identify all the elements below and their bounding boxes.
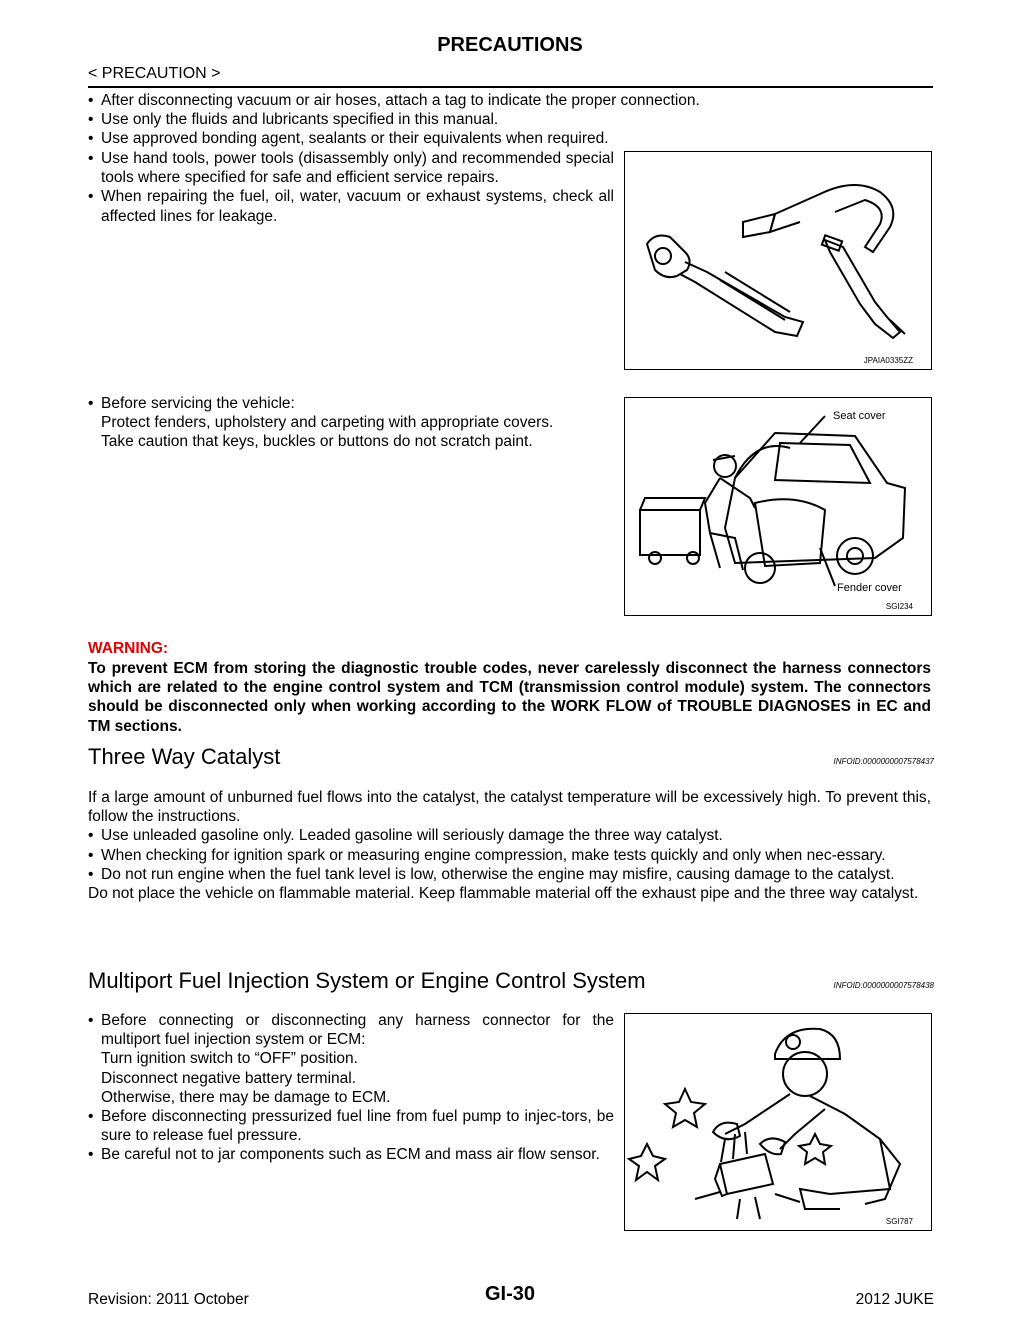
- mfi-bullets: [88, 1011, 614, 1165]
- info-id: INFOID:0000000007578438: [833, 981, 934, 990]
- seat-cover-label: Seat cover: [833, 410, 886, 422]
- list-item: • After disconnecting vacuum or air hoses, attach a tag to indicate the proper connection.: [88, 91, 933, 110]
- section-title-catalyst: Three Way Catalyst: [88, 744, 281, 769]
- header-rule: [88, 86, 933, 88]
- list-item: • Use unleaded gasoline only. Leaded gasoline will seriously damage the three way catalyst.: [88, 826, 931, 845]
- catalyst-closing: Do not place the vehicle on flammable material. Keep flammable material off the exhaust pipe and the three way catalyst.: [88, 885, 919, 903]
- section-title-mfi: Multiport Fuel Injection System or Engine Control System: [88, 968, 646, 993]
- figure-code: SGI234: [885, 602, 913, 611]
- footer-model: 2012 JUKE: [855, 1291, 934, 1308]
- list-item: • Before servicing the vehicle: Protect fenders, upholstery and carpeting with appropriate covers. Take caution that keys, buckles or buttons do not scratch paint.: [88, 394, 614, 452]
- figure-code: SGI787: [885, 1217, 913, 1226]
- warning-heading: WARNING:: [88, 640, 169, 657]
- page-number: GI-30: [484, 1283, 536, 1305]
- list-item: • Use only the fluids and lubricants specified in this manual.: [88, 110, 933, 129]
- vehicle-covers-figure: [624, 397, 932, 616]
- catalyst-intro: If a large amount of unburned fuel flows into the catalyst, the catalyst temperature will be excessively high. To prevent this, follow the instructions.: [88, 789, 931, 826]
- dropped-component-illustration: [625, 1014, 931, 1230]
- figure-code: JPAIA0335ZZ: [863, 356, 913, 365]
- car-service-illustration: [625, 398, 931, 615]
- list-item: • Use approved bonding agent, sealants or their equivalents when required.: [88, 129, 933, 148]
- power-tools-figure: [624, 151, 932, 370]
- servicing-bullet-list: [88, 394, 614, 452]
- dropped-ecm-figure: [624, 1013, 932, 1231]
- fender-cover-label: Fender cover: [837, 582, 902, 594]
- tools-bullet-list: [88, 149, 614, 226]
- list-item: • Before connecting or disconnecting any harness connector for the multiport fuel injection system or ECM: Turn ignition switch to “OFF” position. Disconnect negative battery terminal. Otherwise, there may be damage to ECM.: [88, 1011, 614, 1107]
- page-title: PRECAUTIONS: [437, 34, 583, 56]
- breadcrumb: < PRECAUTION >: [88, 65, 221, 82]
- list-item: • Do not run engine when the fuel tank level is low, otherwise the engine may misfire, causing damage to the catalyst.: [88, 865, 931, 884]
- list-item: • When checking for ignition spark or measuring engine compression, make tests quickly and only when nec-essary.: [88, 846, 931, 865]
- list-item: • Be careful not to jar components such as ECM and mass air flow sensor.: [88, 1145, 614, 1164]
- power-tools-illustration: [625, 152, 931, 369]
- catalyst-bullets: [88, 826, 931, 884]
- list-item: • Before disconnecting pressurized fuel line from fuel pump to injec-tors, be sure to release fuel pressure.: [88, 1107, 614, 1145]
- catalyst-section: [88, 788, 931, 903]
- footer-revision: Revision: 2011 October: [88, 1291, 249, 1308]
- warning-text: To prevent ECM from storing the diagnostic trouble codes, never carelessly disconnect the harness connectors which are related to the engine control system and TCM (transmission control module) system. The connectors should be disconnected only when working according to the WORK FLOW of TROUBLE DIAGNOSES in EC and TM sections.: [88, 660, 931, 735]
- list-item: • Use hand tools, power tools (disassembly only) and recommended special tools where specified for safe and efficient service repairs.: [88, 149, 614, 187]
- list-item: • When repairing the fuel, oil, water, vacuum or exhaust systems, check all affected lines for leakage.: [88, 187, 614, 225]
- info-id: INFOID:0000000007578437: [833, 757, 934, 766]
- top-bullet-list: [88, 91, 933, 149]
